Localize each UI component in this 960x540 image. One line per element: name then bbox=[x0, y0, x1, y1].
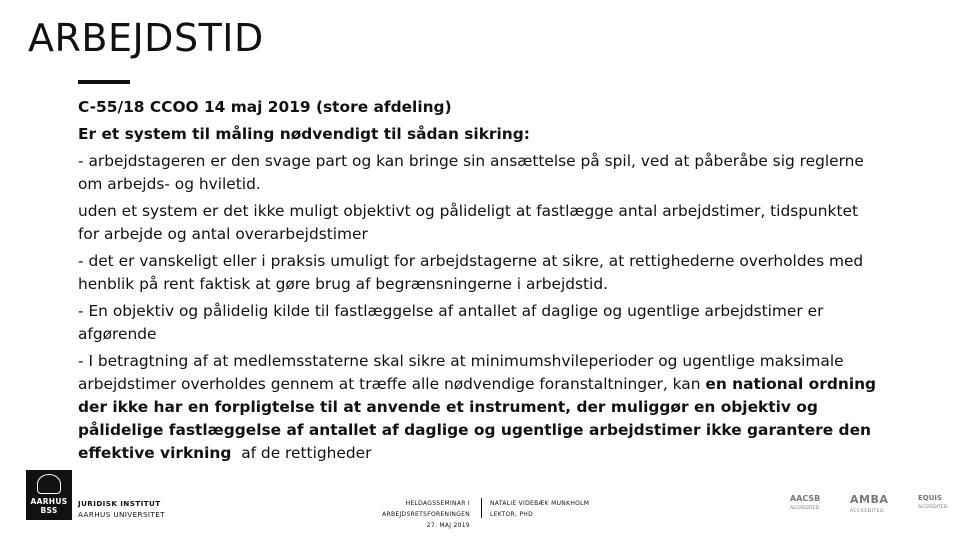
title-underline bbox=[78, 80, 130, 84]
slide-title: ARBEJDSTID bbox=[28, 16, 264, 60]
aacsb-logo bbox=[790, 494, 820, 514]
case-reference: C-55/18 CCOO 14 maj 2019 (store afdeling) bbox=[78, 98, 452, 116]
conclusion-intro: - I betragtning af at medlemsstaterne skal sikre at minimumshvileperioder og ugentlige maksimale arbejdstimer overholdes gennem at træffe alle nødvendige foranstaltninger, kan bbox=[78, 352, 844, 393]
slide-footer bbox=[0, 470, 960, 540]
equis-name: EQUIS bbox=[918, 494, 943, 502]
conclusion-bold: en national ordning der ikke har en forpligtelse til at anvende et instrument, der muliggør en objektiv og pålidelige fastlæggelse af antallet af daglige og ugentlige arbejdstimer ikke garantere den effektive virkning bbox=[78, 375, 877, 462]
slide-body bbox=[78, 96, 878, 469]
seal-icon bbox=[37, 474, 61, 494]
amba-sub: ACCREDITED bbox=[850, 509, 885, 514]
conclusion-outro: af de rettigheder bbox=[241, 444, 372, 462]
amba-logo bbox=[850, 494, 888, 518]
institution-block bbox=[78, 498, 165, 520]
speaker-name: NATALIE VIDEBÆK MUNKHOLM bbox=[490, 500, 590, 507]
aacsb-sub: ACCREDITED bbox=[790, 506, 820, 511]
event-date: 27. MAJ 2019 bbox=[426, 522, 470, 529]
event-name: HELDAGSSEMINAR I ARBEJDSRETSFORENINGEN bbox=[382, 500, 470, 518]
aacsb-name: AACSB bbox=[790, 494, 821, 503]
paragraph-difficulty: - det er vanskeligt eller i praksis umuligt for arbejdstagerne at sikre, at rettighederne overholdes med henblik på rent faktisk at gøre brug af begrænsningerne i arbejdstid. bbox=[78, 252, 864, 293]
question-heading: Er et system til måling nødvendigt til sådan sikring: bbox=[78, 125, 530, 143]
speaker-title: LEKTOR, PHD bbox=[490, 511, 534, 518]
aarhus-bss-logo bbox=[26, 470, 72, 520]
logo-line-2: BSS bbox=[40, 506, 58, 515]
university-name: AARHUS UNIVERSITET bbox=[78, 510, 165, 519]
amba-name: AMBA bbox=[850, 493, 889, 506]
equis-logo bbox=[918, 494, 947, 512]
event-block bbox=[318, 498, 470, 531]
institute-name: JURIDISK INSTITUT bbox=[78, 499, 161, 508]
paragraph-conclusion bbox=[78, 350, 878, 465]
logo-line-1: AARHUS bbox=[30, 497, 68, 506]
speaker-block bbox=[490, 498, 589, 520]
paragraph-weak-party: - arbejdstageren er den svage part og kan bringe sin ansættelse på spil, ved at påberåbe sig reglerne om arbejds- og hviletid. bbox=[78, 152, 864, 193]
equis-sub: ACCREDITED bbox=[918, 505, 948, 510]
paragraph-reliable-source: - En objektiv og pålidelig kilde til fastlæggelse af antallet af daglige og ugentlige arbejdstimer er afgørende bbox=[78, 302, 824, 343]
paragraph-no-system: uden et system er det ikke muligt objektivt og pålideligt at fastlægge antal arbejdstimer, tidspunktet for arbejde og antal overarbejdstimer bbox=[78, 202, 858, 243]
footer-divider bbox=[481, 498, 482, 518]
